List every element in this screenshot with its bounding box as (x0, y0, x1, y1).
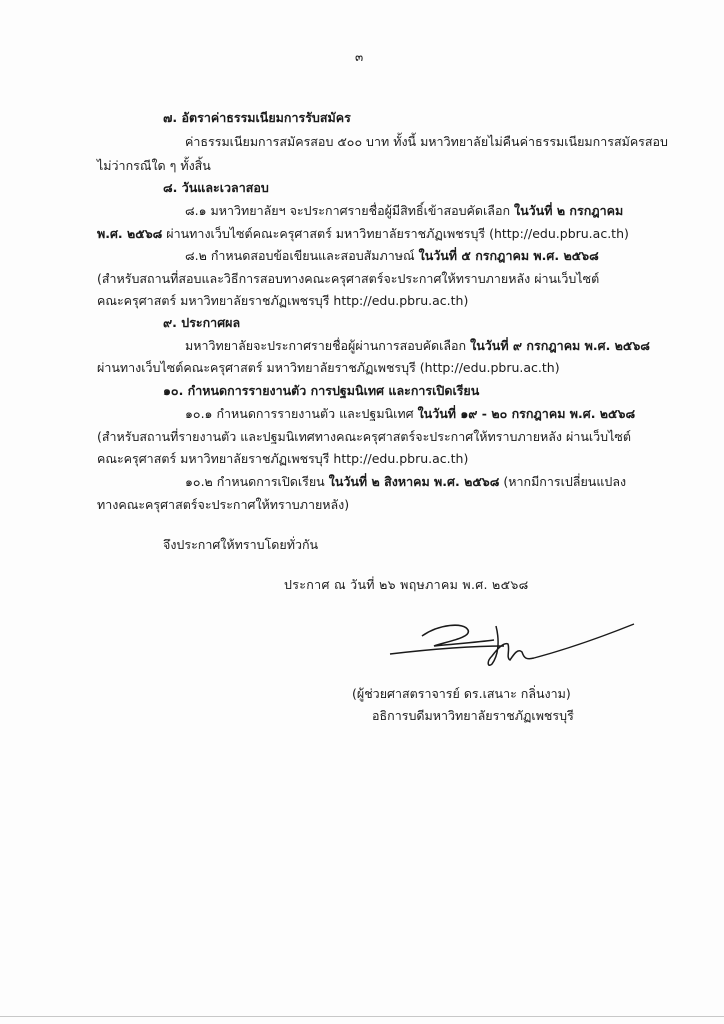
signer-name: (ผู้ช่วยศาสตราจารย์ ดร.เสนาะ กลิ่นงาม) (352, 686, 571, 701)
section-8-1-line-1 (185, 203, 623, 219)
section-8-heading: ๘. วันและเวลาสอบ (163, 180, 269, 195)
section-7-text-line-2: ไม่ว่ากรณีใด ๆ ทั้งสิ้น (97, 158, 211, 173)
section-8-2-text: ๘.๒ กำหนดสอบข้อเขียนและสอบสัมภาษณ์ (185, 248, 415, 263)
section-9-line-1 (185, 338, 650, 354)
section-10-1-line-2: (สำหรับสถานที่รายงานตัว และปฐมนิเทศทางคณะครุศาสตร์จะประกาศให้ทราบภายหลัง ผ่านเว็บไซต์ (97, 429, 632, 444)
section-7-heading: ๗. อัตราค่าธรรมเนียมการรับสมัคร (163, 110, 351, 125)
section-10-1-text: ๑๐.๑ กำหนดการรายงานตัว และปฐมนิเทศ (185, 406, 414, 421)
section-10-2-note: (หากมีการเปลี่ยนแปลง (503, 474, 627, 489)
section-10-2-date: ในวันที่ ๒ สิงหาคม พ.ศ. ๒๕๖๘ (328, 474, 500, 489)
section-8-2-date: ในวันที่ ๕ กรกฎาคม พ.ศ. ๒๕๖๘ (418, 248, 599, 263)
section-8-1-year: พ.ศ. ๒๕๖๘ (97, 226, 163, 241)
section-9-line-2: ผ่านทางเว็บไซต์คณะครุศาสตร์ มหาวิทยาลัยราชภัฏเพชรบุรี (http://edu.pbru.ac.th) (97, 360, 560, 375)
section-8-2-line-2: (สำหรับสถานที่สอบและวิธีการสอบทางคณะครุศาสตร์จะประกาศให้ทราบภายหลัง ผ่านเว็บไซต์ (97, 271, 600, 286)
section-8-1-line-2 (97, 226, 629, 242)
scan-bottom-edge (0, 1016, 724, 1017)
section-7-text-line-1: ค่าธรรมเนียมการสมัครสอบ ๕๐๐ บาท ทั้งนี้ มหาวิทยาลัยไม่คืนค่าธรรมเนียมการสมัครสอบ (185, 134, 668, 149)
section-10-heading: ๑๐. กำหนดการรายงานตัว การปฐมนิเทศ และการเปิดเรียน (163, 383, 480, 398)
section-9-heading: ๙. ประกาศผล (163, 315, 241, 330)
signer-title: อธิการบดีมหาวิทยาลัยราชภัฏเพชรบุรี (372, 708, 574, 723)
section-10-1-line-3: คณะครุศาสตร์ มหาวิทยาลัยราชภัฏเพชรบุรี http://edu.pbru.ac.th) (97, 451, 469, 466)
section-10-2-text: ๑๐.๒ กำหนดการเปิดเรียน (185, 474, 325, 489)
closing-statement: จึงประกาศให้ทราบโดยทั่วกัน (163, 537, 319, 552)
section-10-1-date: ในวันที่ ๑๙ - ๒๐ กรกฎาคม พ.ศ. ๒๕๖๘ (417, 406, 636, 421)
section-8-1-text: ๘.๑ มหาวิทยาลัยฯ จะประกาศรายชื่อผู้มีสิทธิ์เข้าสอบคัดเลือก (185, 203, 511, 218)
section-9-text: มหาวิทยาลัยจะประกาศรายชื่อผู้ผ่านการสอบคัดเลือก (185, 338, 467, 353)
section-10-1-line-1 (185, 406, 635, 422)
section-8-2-line-1 (185, 248, 599, 264)
section-9-date: ในวันที่ ๙ กรกฎาคม พ.ศ. ๒๕๖๘ (470, 338, 650, 353)
handwritten-signature (384, 612, 640, 682)
page-number: ๓ (355, 50, 364, 64)
section-10-2-line-2: ทางคณะครุศาสตร์จะประกาศให้ทราบภายหลัง) (97, 497, 350, 512)
section-8-2-line-3: คณะครุศาสตร์ มหาวิทยาลัยราชภัฏเพชรบุรี http://edu.pbru.ac.th) (97, 293, 469, 308)
section-10-2-line-1 (185, 474, 626, 490)
section-8-1-date: ในวันที่ ๒ กรกฎาคม (514, 203, 624, 218)
section-8-1-website: ผ่านทางเว็บไซต์คณะครุศาสตร์ มหาวิทยาลัยราชภัฏเพชรบุรี (http://edu.pbru.ac.th) (166, 226, 629, 241)
announcement-date: ประกาศ ณ วันที่ ๒๖ พฤษภาคม พ.ศ. ๒๕๖๘ (284, 577, 529, 592)
